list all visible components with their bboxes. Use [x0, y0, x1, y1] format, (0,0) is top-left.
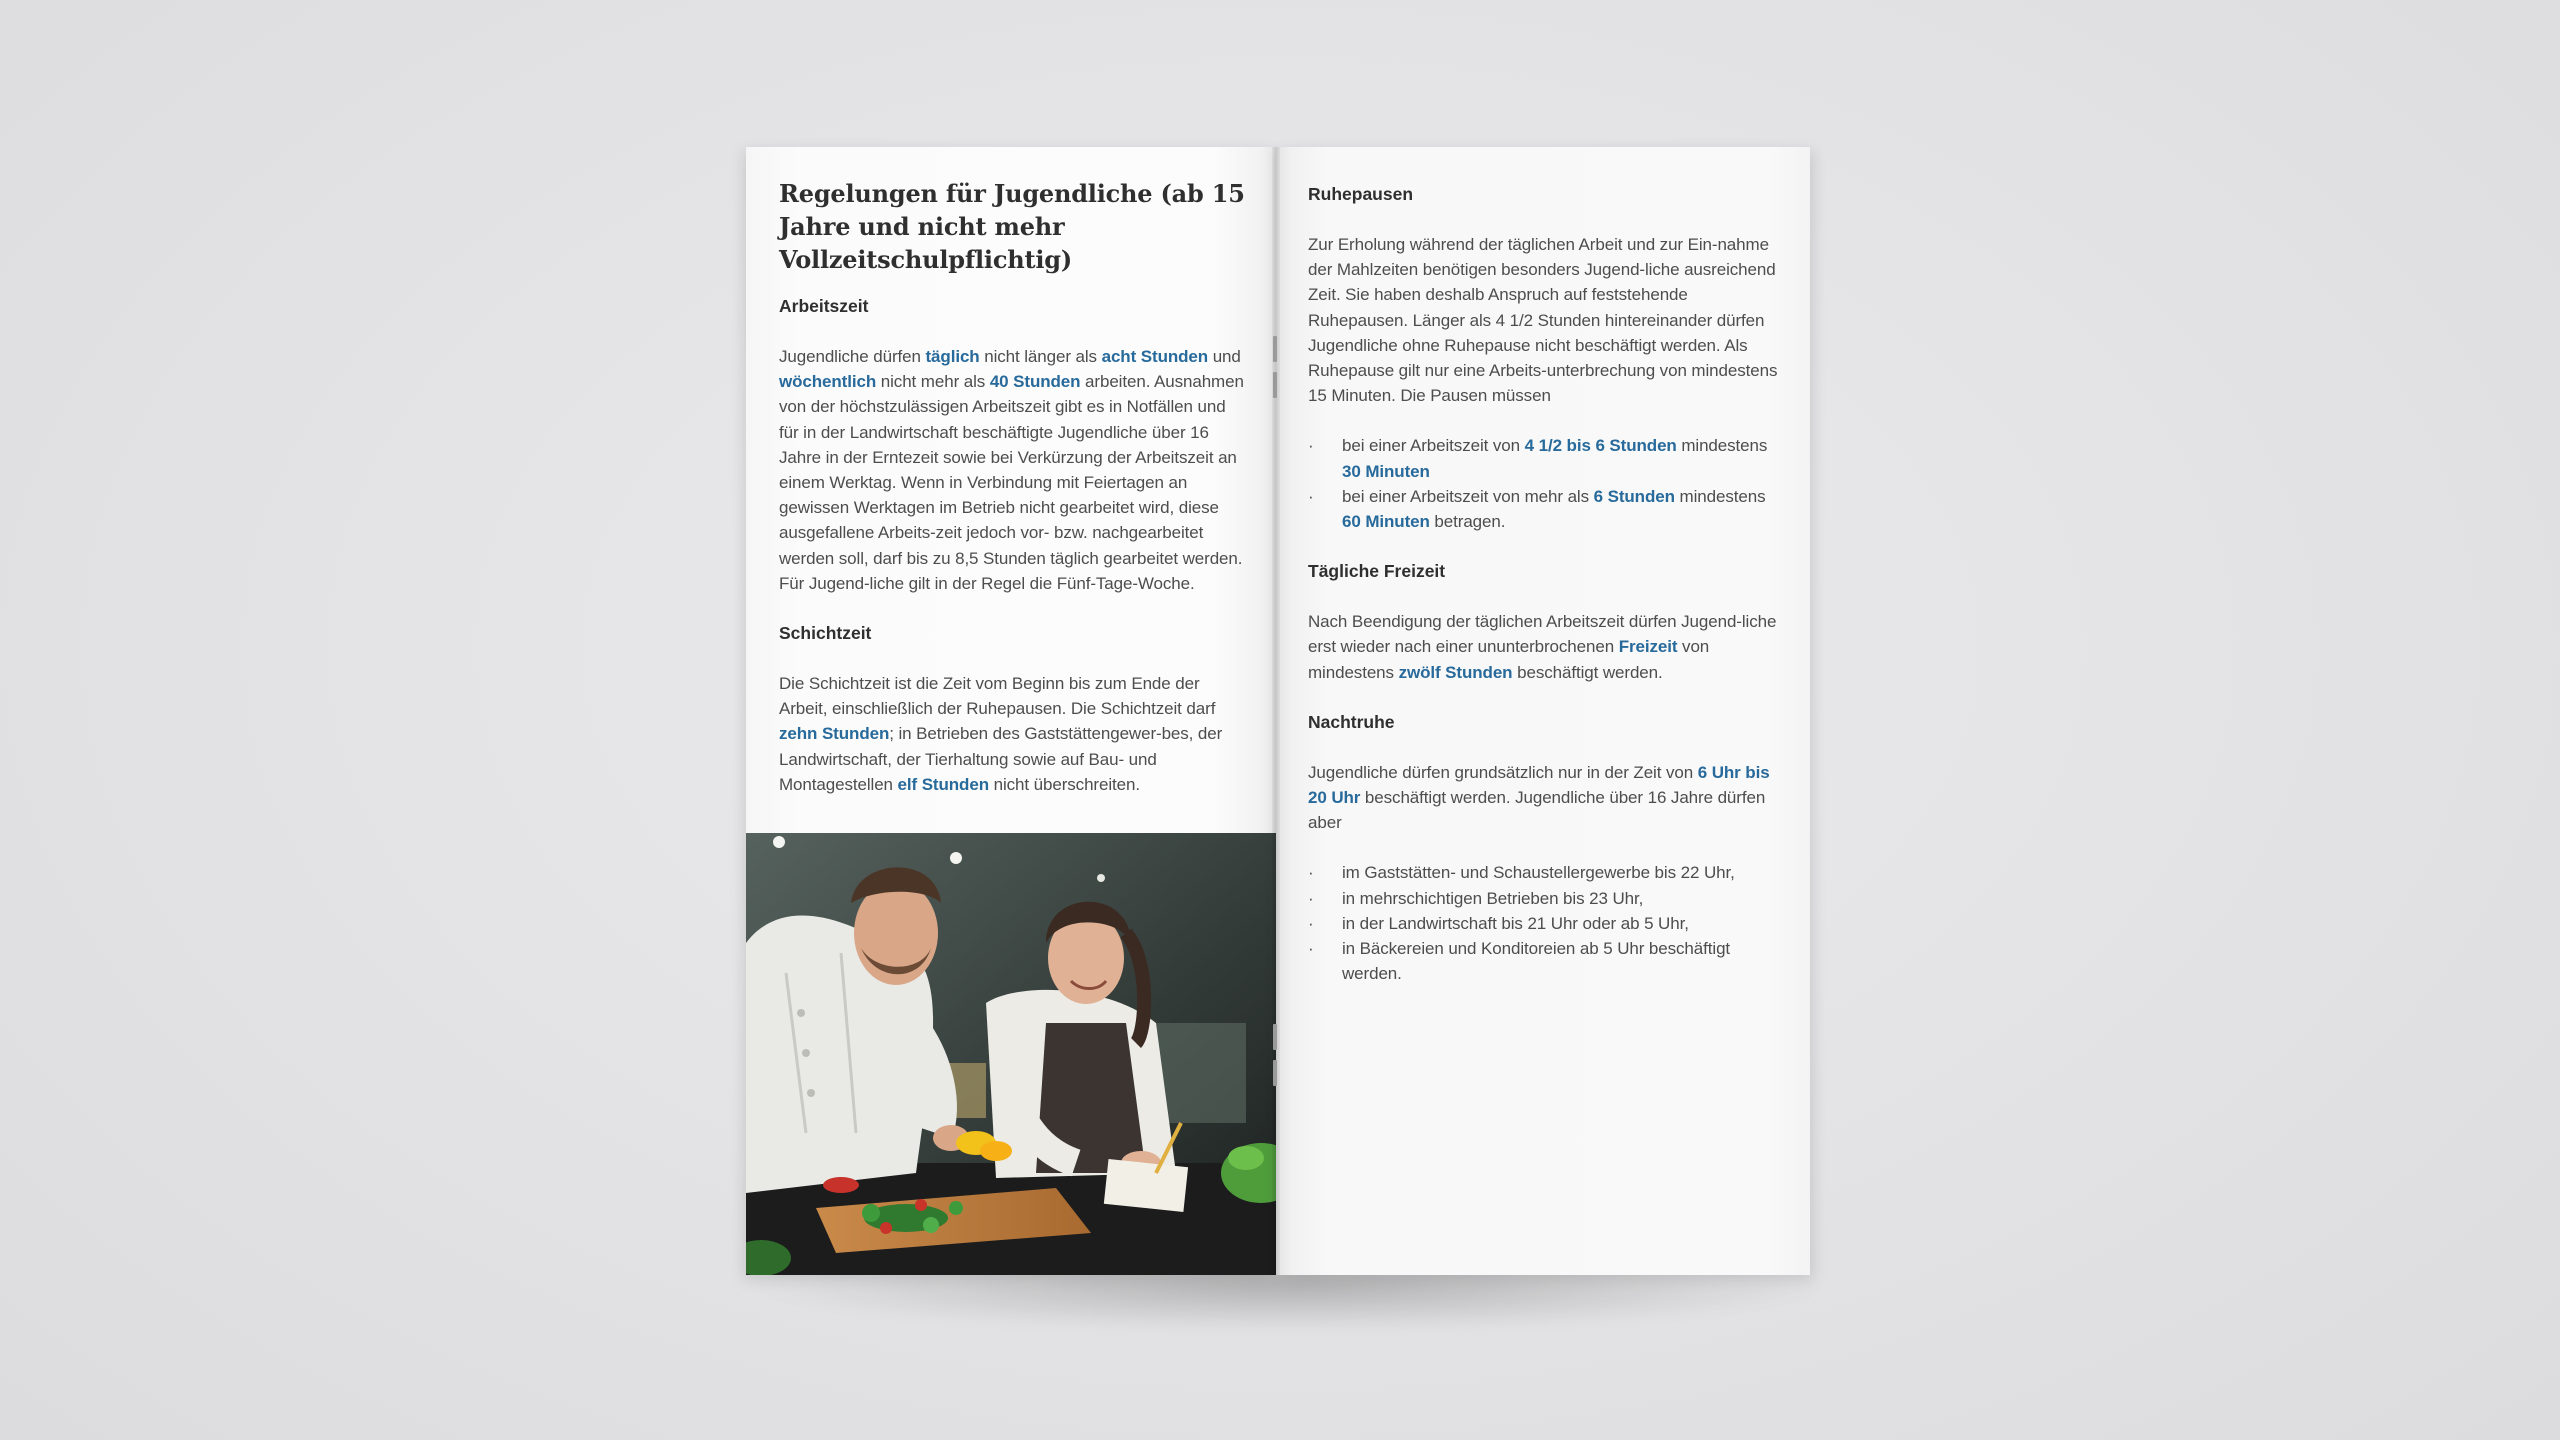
heading-schichtzeit: Schichtzeit	[779, 623, 872, 644]
right-page	[1276, 147, 1810, 1275]
booklet-spine	[1272, 147, 1280, 1275]
ruhepausen-list	[1308, 433, 1778, 534]
highlight-woechentlich: wöchentlich	[779, 372, 877, 392]
nachtruhe-list	[1308, 860, 1778, 986]
bullet-icon: ·	[1308, 436, 1314, 456]
list-item: · im Gaststätten- und Schaustellergewerbe bis 22 Uhr,	[1308, 860, 1778, 885]
highlight-60-minuten: 60 Minuten	[1342, 512, 1430, 532]
highlight-taeglich: täglich	[925, 347, 980, 366]
right-page-text	[1308, 182, 1778, 986]
highlight-40-stunden: 40 Stunden	[989, 372, 1081, 392]
list-item: · in Bäckereien und Konditoreien ab 5 Uhr beschäftigt werden.	[1308, 936, 1778, 986]
left-page-text	[779, 177, 1246, 797]
staple-bottom	[1273, 1024, 1277, 1050]
chefs-cooking-photo	[746, 833, 1276, 1275]
bullet-icon: ·	[1308, 486, 1314, 506]
left-page	[746, 147, 1276, 1275]
bullet-icon: ·	[1308, 888, 1314, 908]
bullet-icon: ·	[1308, 913, 1314, 933]
heading-ruhepausen: Ruhepausen	[1308, 184, 1414, 204]
paragraph-arbeitszeit: Jugendliche dürfen täglich nicht länger als acht Stunden und wöchentlich nicht mehr als 40 Stunden arbeiten. Ausnahmen von der höchstzulässigen Arbeitszeit gibt es in Notfällen und für in der Landwirtschaft beschäftigte Jugendliche über 16 Jahre in der Erntezeit sowie bei Verkürzung der Arbeitszeit an einem Werktag. Wenn in Verbindung mit Feiertagen an gewissen Werktagen im Betrieb nicht gearbeitet wird, diese ausgefallene Arbeits-zeit jedoch vor- bzw. nachgearbeitet werden soll, darf bis zu 8,5 Stunden täglich gearbeitet werden. Für Jugend-liche gilt in der Regel die Fünf-Tage-Woche.	[779, 347, 1244, 593]
paragraph-ruhepausen: Zur Erholung während der täglichen Arbeit und zur Ein-nahme der Mahlzeiten benötigen besonders Jugend-liche ausreichend Zeit. Sie haben deshalb Anspruch auf feststehende Ruhepausen. Länger als 4 1/2 Stunden hintereinander dürfen Jugendliche ohne Ruhepause nicht beschäftigt werden. Als Ruhepause gilt nur eine Arbeits-unterbrechung von mindestens 15 Minuten. Die Pausen müssen	[1308, 235, 1778, 406]
highlight-6-stunden: 6 Stunden	[1593, 486, 1675, 506]
bullet-icon: ·	[1308, 863, 1314, 883]
highlight-4-bis-6-stunden: 4 1/2 bis 6 Stunden	[1524, 436, 1677, 456]
paragraph-freizeit: Nach Beendigung der täglichen Arbeitszeit dürfen Jugend-liche erst wieder nach einer ununterbrochenen Freizeit von mindestens zwölf Stunden beschäftigt werden.	[1308, 612, 1777, 682]
paragraph-nachtruhe: Jugendliche dürfen grundsätzlich nur in der Zeit von 6 Uhr bis 20 Uhr beschäftigt werden. Jugendliche über 16 Jahre dürfen aber	[1308, 762, 1770, 833]
highlight-freizeit: Freizeit	[1618, 637, 1678, 657]
page-title: Regelungen für Jugendliche (ab 15 Jahre und nicht mehr Vollzeitschulpflichtig)	[779, 179, 1245, 274]
heading-arbeitszeit: Arbeitszeit	[779, 296, 869, 316]
heading-nachtruhe: Nachtruhe	[1308, 711, 1395, 732]
highlight-elf-stunden: elf Stunden	[897, 774, 989, 794]
staple-top	[1273, 336, 1277, 362]
list-item: · in der Landwirtschaft bis 21 Uhr oder ab 5 Uhr,	[1308, 911, 1778, 936]
list-item: · in mehrschichtigen Betrieben bis 23 Uhr,	[1308, 886, 1778, 911]
highlight-zehn-stunden: zehn Stunden	[779, 724, 890, 744]
highlight-30-minuten: 30 Minuten	[1342, 461, 1430, 481]
bullet-icon: ·	[1308, 939, 1314, 959]
staple-bottom-2	[1273, 1060, 1277, 1086]
list-item: · bei einer Arbeitszeit von 4 1/2 bis 6 Stunden mindestens 30 Minuten	[1308, 433, 1778, 483]
highlight-zwoelf-stunden: zwölf Stunden	[1398, 662, 1513, 682]
heading-taegliche-freizeit: Tägliche Freizeit	[1308, 561, 1446, 582]
staple-top-2	[1273, 372, 1277, 398]
highlight-acht-stunden: acht Stunden	[1101, 347, 1209, 366]
list-item: · bei einer Arbeitszeit von mehr als 6 Stunden mindestens 60 Minuten betragen.	[1308, 484, 1778, 534]
paragraph-schichtzeit: Die Schichtzeit ist die Zeit vom Beginn bis zum Ende der Arbeit, einschließlich der Ruhepausen. Die Schichtzeit darf zehn Stunden; in Betrieben des Gaststättengewer-bes, der Landwirtschaft, der Tierhaltung sowie auf Bau- und Montagestellen elf Stunden nicht überschreiten.	[779, 674, 1223, 794]
highlight-6-bis-20-uhr: 6 Uhr bis 20 Uhr	[1308, 762, 1770, 808]
